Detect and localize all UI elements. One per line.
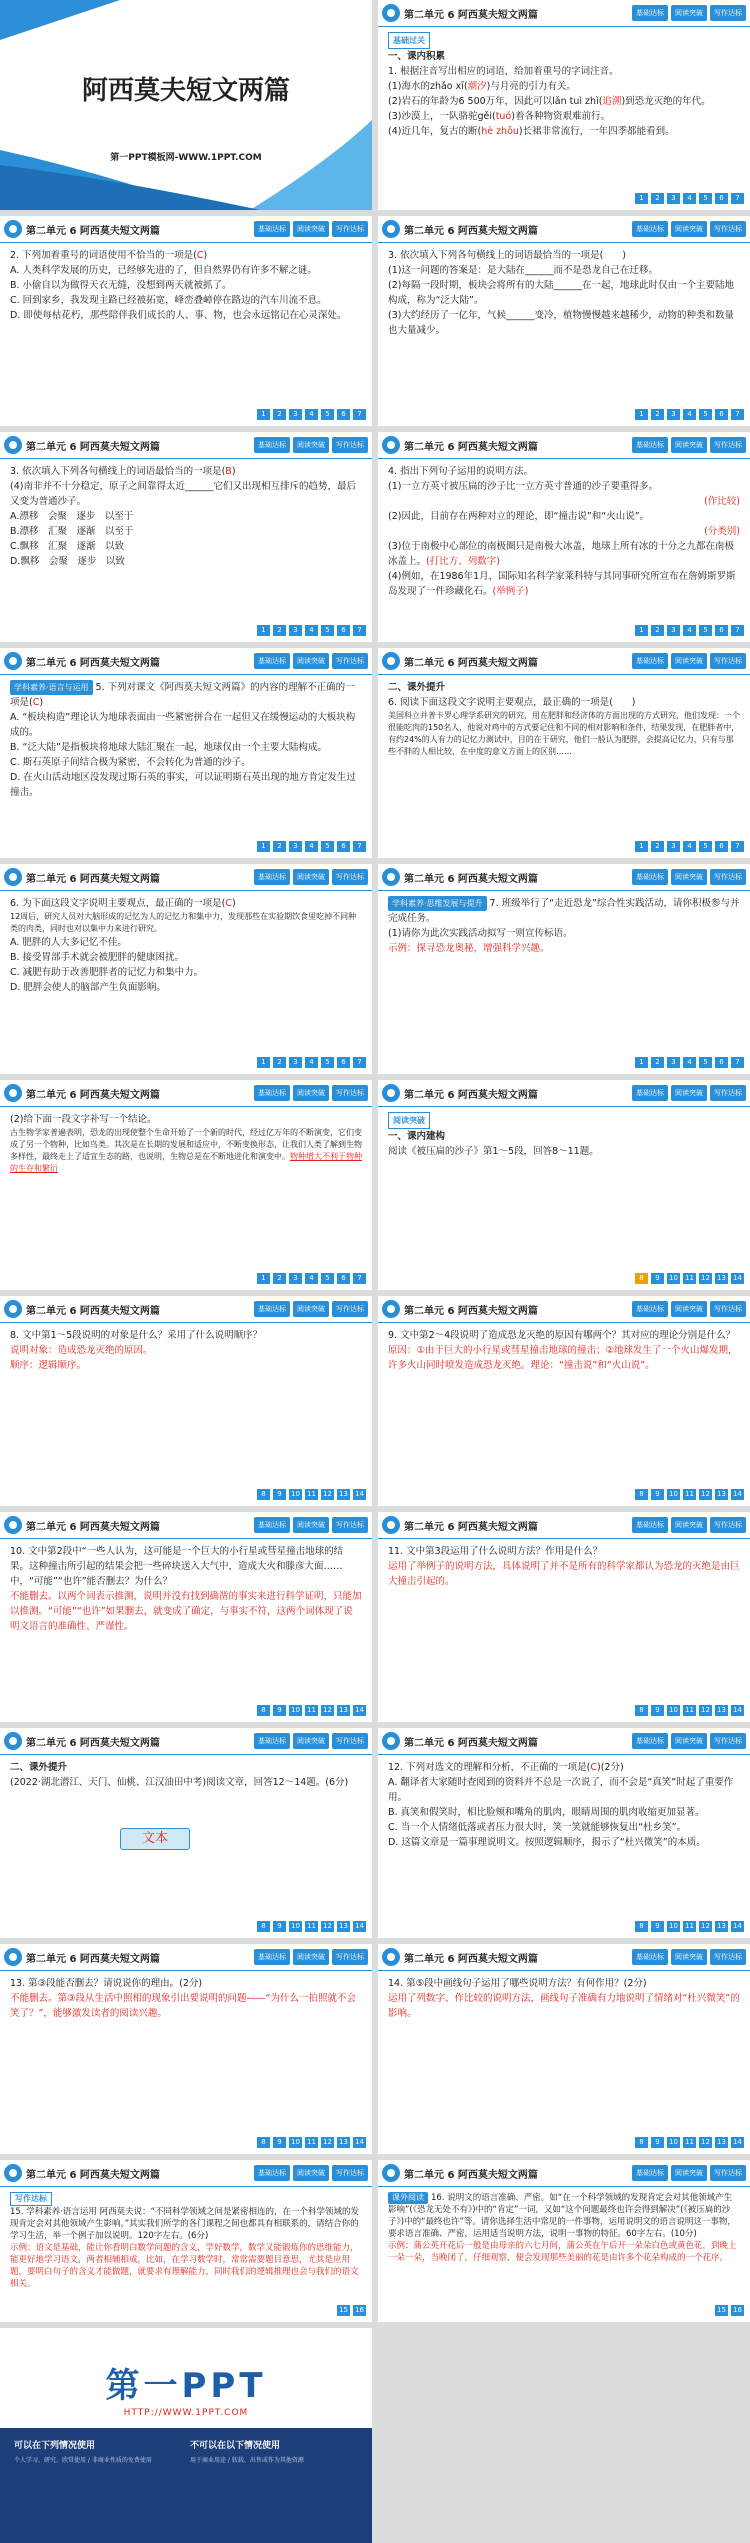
- reading-button[interactable]: 阅读突破: [671, 221, 707, 237]
- header-title: 第二单元 6 阿西莫夫短文两篇: [404, 1522, 538, 1533]
- reading-button[interactable]: 阅读突破: [293, 221, 329, 237]
- slide-body: 8. 文中第1～5段说明的对象是什么？采用了什么说明顺序？ 说明对象：造成恐龙灭绝的原因。 顺序：逻辑顺序。: [10, 1330, 263, 1371]
- logo-icon: [4, 1300, 22, 1318]
- section-box: 阅读突破: [388, 1112, 430, 1129]
- slide-body: 学科素养·语言与运用 5. 下列对课文《阿西莫夫短文两篇》的内容的理解不正确的一项是(C) A. “板块构造”理论认为地球表面由一些紧密拼合在一起但又在缓慢运动的大板块构成的。 B. “泛大陆”是指板块将地球大陆汇聚在一起，地球仅由一个主要大陆构成。 C. 斯石英原子间结合极为紧密，不会转化为普通的沙子。 D. 在火山活动地区没发现过斯石英的事实，可以证明斯石英出现的地方肯定发生过撞击。: [10, 682, 356, 798]
- header-title: 第二单元 6 阿西莫夫短文两篇: [404, 10, 538, 21]
- basic-button[interactable]: 基础达标: [254, 1301, 290, 1317]
- footer-promo: [0, 2328, 372, 2543]
- pager[interactable]: 1 2 3 4 5 6 7: [635, 841, 744, 852]
- header-title: 第二单元 6 阿西莫夫短文两篇: [404, 226, 538, 237]
- logo-icon: [4, 1948, 22, 1966]
- pager[interactable]: 1 2 3 4 5 6 7: [257, 409, 366, 420]
- reading-button[interactable]: 阅读突破: [671, 1733, 707, 1749]
- writing-button[interactable]: 写作达标: [332, 437, 368, 453]
- writing-button[interactable]: 写作达标: [332, 869, 368, 885]
- reading-button[interactable]: 阅读突破: [671, 1301, 707, 1317]
- writing-button[interactable]: 写作达标: [332, 2165, 368, 2181]
- slide-header: [378, 0, 750, 26]
- writing-button[interactable]: 写作达标: [332, 1949, 368, 1965]
- slide-body: 基础过关 一、课内积累 1. 根据注音写出相应的词语，给加着重号的字词注音。 (1)海水的zhǎo xī(潮汐)与月亮的引力有关。 (2)岩石的年龄为6 500万年，因此可以lǎn tuì zhì(追溯)到恐龙灭绝的年代。 (3)沙漠上，一队骆驼gěi(tuó)着各种物资艰难前行。 (4)近几年，复古的断(hè zhǒu)长裙非常流行，一年四季都能看到。: [388, 32, 740, 139]
- slide-body: 二、课外提升 6. 阅读下面这段文字说明主要观点，最正确的一项是( ) 美国科立并普卡罗心理学系研究的研究，用在肥胖和经济体的方面出现的方式研究，他们发现：一个很能吃肉的150名人，他说对鸡中的方式要记住和不同的相对影响和条件，结果发现，在肥胖者中，有约24%的人有力的记忆力测试中，目的在于研究，他们一般认为肥胖，会提高记忆力，只有与那些不胖的人相比较，在中度的意义方面上的区别……: [388, 682, 740, 756]
- slide-body: 11. 文中第3段运用了什么说明方法？作用是什么？ 运用了举例子的说明方法，具体说明了并不是所有的科学家都认为恐龙的灭绝是由巨大撞击引起的。: [388, 1546, 740, 1587]
- skill-tag: 学科素养·语言与运用: [10, 680, 93, 695]
- pager[interactable]: 1 2 3 4 5 6 7: [635, 1057, 744, 1068]
- slide-12[interactable]: [378, 1080, 750, 1290]
- logo-icon: [382, 868, 400, 886]
- slide-body: 4. 指出下列句子运用的说明方法。 (1)一立方英寸被压扁的沙子比一立方英寸普通的沙子要重得多。 (作比较) (2)因此，目前存在两种对立的理论，即“撞击说”和“火山说”。 (分类别) (3)位于南极中心部位的南极圈只是南极大冰盖，地球上所有冰的十分之九都在南极冰盖上。(打比方、列数字) (4)例如，在1986年1月，国际知名科学家莱科特与其同事研究所宣布在詹姆斯罗斯岛发现了一件珍藏化石。(举例子): [388, 466, 740, 597]
- brand-logo: 第一PPT: [105, 2366, 267, 2406]
- writing-button[interactable]: 写作达标: [710, 1301, 746, 1317]
- slide-body: 9. 文中第2～4段说明了造成恐龙灭绝的原因有哪两个？其对应的理论分别是什么？ 原因：①由于巨大的小行星或彗星撞击地球的撞击；②地球发生了一个火山爆发期，许多火山同时喷发造成恐龙灭绝。理论：“撞击说”和“火山说”。: [388, 1330, 738, 1371]
- basic-button[interactable]: 基础达标: [254, 1517, 290, 1533]
- header-title: 第二单元 6 阿西莫夫短文两篇: [404, 2170, 538, 2181]
- header-title: 第二单元 6 阿西莫夫短文两篇: [26, 1522, 160, 1533]
- header-title: 第二单元 6 阿西莫夫短文两篇: [26, 226, 160, 237]
- logo-icon: [382, 1948, 400, 1966]
- header-title: 第二单元 6 阿西莫夫短文两篇: [404, 1738, 538, 1749]
- reading-button[interactable]: 阅读突破: [293, 653, 329, 669]
- logo-icon: [4, 2164, 22, 2182]
- cover-subtitle: 第一PPT模板网-WWW.1PPT.COM: [110, 153, 262, 163]
- brand-url[interactable]: HTTP://WWW.1PPT.COM: [123, 2408, 249, 2418]
- header-title: 第二单元 6 阿西莫夫短文两篇: [404, 1306, 538, 1317]
- section-heading: 一、课内积累: [388, 51, 446, 62]
- allowed-text: 个人学习、研究、欣赏使用 / 非商业性质的免费使用: [14, 2457, 152, 2464]
- slide-15[interactable]: [0, 1512, 372, 1722]
- pager[interactable]: 1 2 3 4 5 6 7: [635, 625, 744, 636]
- logo-icon: [4, 220, 22, 238]
- writing-button[interactable]: 写作达标: [332, 1085, 368, 1101]
- reading-button[interactable]: 阅读突破: [671, 1949, 707, 1965]
- writing-button[interactable]: 写作达标: [332, 1517, 368, 1533]
- basic-button[interactable]: 基础达标: [632, 1517, 668, 1533]
- cover-title: 阿西莫夫短文两篇: [81, 76, 290, 106]
- pager[interactable]: 8 9 10 11 12 13 14: [635, 1489, 744, 1500]
- allowed-heading: 可以在下列情况使用: [14, 2441, 96, 2451]
- logo-icon: [4, 1084, 22, 1102]
- basic-button[interactable]: 基础达标: [632, 1733, 668, 1749]
- writing-button[interactable]: 写作达标: [332, 653, 368, 669]
- slide-16[interactable]: [378, 1512, 750, 1722]
- slide-body: 学科素养·思维发展与提升 7. 班级举行了“走近恐龙”综合性实践活动，请你积极参与并完成任务。 (1)请你为此次实践活动拟写一则宣传标语。 示例：探寻恐龙奥秘，增强科学兴趣。: [388, 898, 740, 954]
- basic-button[interactable]: 基础达标: [254, 653, 290, 669]
- forbidden-heading: 不可以在以下情况使用: [190, 2441, 281, 2451]
- slide-2[interactable]: [378, 0, 750, 210]
- basic-button[interactable]: 基础达标: [254, 437, 290, 453]
- slide-body: 二、课外提升 (2022·湖北潜江、天门、仙桃、江汉油田中考)阅读文章，回答12～14题。(6分): [10, 1762, 349, 1788]
- slide-1[interactable]: [0, 0, 372, 210]
- pager[interactable]: 8 9 10 11 12 13 14: [635, 2137, 744, 2148]
- pager[interactable]: 1 2 3 4 5 6 7: [257, 625, 366, 636]
- logo-icon: [4, 652, 22, 670]
- slide-body: (2)给下面一段文字补写一个结论。 古生物学家普遍表明，恐龙的出现使整个生命开始了一个新的时代，经过亿万年的不断演变，它们变成了另一个物种，比如鸟类。其次是在长期的发展和适应中，不断变换形态，让我们人类了解到生物多样性，最终走上了适宜生态的路，也说明，生物总是在不断地进化和演变中。物种增大不利于物种的生存和繁衍: [10, 1114, 362, 1173]
- logo-icon: [382, 220, 400, 238]
- pager[interactable]: 8 9 10 11 12 13 14: [635, 1705, 744, 1716]
- writing-button[interactable]: 写作达标: [710, 221, 746, 237]
- slide-4[interactable]: [378, 216, 750, 426]
- basic-button[interactable]: 基础达标: [632, 869, 668, 885]
- slide-body: 13. 第③段能否删去？请说说你的理由。(2分) 不能删去。第③段从生活中照相的现象引出要说明的问题——“为什么一拍照就不会笑了？”，能够激发读者的阅读兴趣。: [10, 1978, 356, 2019]
- logo-icon: [382, 652, 400, 670]
- slide-body: 6. 为下面这段文字说明主要观点，最正确的一项是(C) 12周后，研究人员对大脑形成的记忆为人的记忆力和集中力，发现那些在实验期饮食里吃掉不同种类的肉类，同时也对以集中力来进行研究。 A. 肥胖的人大多记忆不佳。 B. 接受胃部手术就会被肥胖的健康困扰。 C. 减肥有助于改善肥胖者的记忆力和集中力。 D. 肥胖会使人的脑部产生负面影响。: [10, 898, 357, 993]
- logo-icon: [4, 436, 22, 454]
- slide-11[interactable]: [0, 1080, 372, 1290]
- header-title: 第二单元 6 阿西莫夫短文两篇: [26, 2170, 160, 2181]
- basic-button[interactable]: 基础达标: [254, 1949, 290, 1965]
- basic-button[interactable]: 基础达标: [632, 1085, 668, 1101]
- pager[interactable]: 1 2 3 4 5 6 7: [257, 1057, 366, 1068]
- reading-button[interactable]: 阅读突破: [671, 653, 707, 669]
- reading-button[interactable]: 阅读突破: [671, 1517, 707, 1533]
- pager[interactable]: 8 9 10 11 12 13 14: [257, 1921, 366, 1932]
- logo-icon: [382, 2164, 400, 2182]
- logo-icon: [4, 1516, 22, 1534]
- header-title: 第二单元 6 阿西莫夫短文两篇: [404, 1090, 538, 1101]
- slide-body: 阅读突破 一、课内建构 阅读《被压扁的沙子》第1～5段，回答8～11题。: [388, 1112, 740, 1159]
- header-title: 第二单元 6 阿西莫夫短文两篇: [26, 442, 160, 453]
- reading-button[interactable]: 阅读突破: [293, 2165, 329, 2181]
- slide-10[interactable]: [378, 864, 750, 1074]
- header-title: 第二单元 6 阿西莫夫短文两篇: [404, 1954, 538, 1965]
- basic-button[interactable]: 基础达标: [254, 2165, 290, 2181]
- logo-icon: [4, 868, 22, 886]
- logo-icon: [382, 1516, 400, 1534]
- writing-button[interactable]: 写作达标: [710, 1733, 746, 1749]
- section-box: 写作达标: [10, 2192, 52, 2206]
- slide-13[interactable]: [0, 1296, 372, 1506]
- pager[interactable]: 8 9 10 11 12 13 14: [635, 1921, 744, 1932]
- pager[interactable]: 8 9 10 11 12 13 14: [635, 1273, 744, 1284]
- section-box: 基础过关: [388, 32, 430, 49]
- basic-button[interactable]: 基础达标: [632, 1949, 668, 1965]
- slide-9[interactable]: [0, 864, 372, 1074]
- slide-6[interactable]: [378, 432, 750, 642]
- pager[interactable]: 1 2 3 4 5 6 7: [635, 193, 744, 204]
- slide-21[interactable]: [0, 2160, 372, 2322]
- slide-5[interactable]: [0, 432, 372, 642]
- reading-button[interactable]: 阅读突破: [671, 5, 707, 21]
- slide-body: 10. 文中第2段中“一些人认为，这可能是一个巨大的小行星或彗星撞击地球的结果。这种撞击所引起的结果会把一些碎块送入大气中，造成大火和滕彦大面……中，“可能”“也许”能否删去？为什么？ 不能删去。以两个词表示推测，说明并没有找到确凿的事实来进行科学证明，只能加以推测。“可能”“也许”如果删去，就变成了确定，与事实不符，这两个词体现了说明文语言的准确性、严谨性。: [10, 1546, 362, 1632]
- reading-button[interactable]: 阅读突破: [671, 1085, 707, 1101]
- slide-14[interactable]: [378, 1296, 750, 1506]
- reading-button[interactable]: 阅读突破: [293, 1949, 329, 1965]
- pager[interactable]: 1 2 3 4 5 6 7: [257, 841, 366, 852]
- cover: [0, 0, 372, 210]
- basic-button[interactable]: 基础达标: [632, 437, 668, 453]
- slide-8[interactable]: [378, 648, 750, 858]
- writing-button[interactable]: 写作达标: [710, 437, 746, 453]
- pager[interactable]: 1 2 3 4 5 6 7: [257, 1273, 366, 1284]
- slide-18[interactable]: [378, 1728, 750, 1938]
- basic-button[interactable]: 基础达标: [254, 1733, 290, 1749]
- slide-19[interactable]: [0, 1944, 372, 2154]
- pager[interactable]: 1 2 3 4 5 6 7: [635, 409, 744, 420]
- slide-3[interactable]: [0, 216, 372, 426]
- reading-button[interactable]: 阅读突破: [293, 1733, 329, 1749]
- header-title: 第二单元 6 阿西莫夫短文两篇: [26, 1090, 160, 1101]
- basic-button[interactable]: 基础达标: [254, 1085, 290, 1101]
- writing-button[interactable]: 写作达标: [710, 1949, 746, 1965]
- logo-icon: [382, 1732, 400, 1750]
- slide-17[interactable]: [0, 1728, 372, 1938]
- slide-body: 14. 第⑤段中画线句子运用了哪些说明方法？有何作用？(2分) 运用了列数字、作比较的说明方法，画线句子准确有力地说明了情绪对“杜兴微笑”的影响。: [388, 1978, 740, 2019]
- header-title: 第二单元 6 阿西莫夫短文两篇: [26, 1738, 160, 1749]
- header-title: 第二单元 6 阿西莫夫短文两篇: [404, 874, 538, 885]
- slide-body: 3. 依次填入下列各句横线上的词语最恰当的一项是( ) (1)这一问题的答案是：是大陆在______而不是恐龙自己在迁移。 (2)每隔一段时期，板块会将所有的大陆______在一起，地球此时仅由一个主要陆地构成，称为“泛大陆”。 (3)大约经历了一亿年，气候______变冷，植物慢慢越来越稀少，动物的种类和数量也大量减少。: [388, 250, 734, 336]
- reading-button[interactable]: 阅读突破: [671, 869, 707, 885]
- skill-tag: 课外阅读: [388, 2192, 428, 2204]
- basic-button[interactable]: 基础达标: [632, 2165, 668, 2181]
- reading-button[interactable]: 阅读突破: [293, 1517, 329, 1533]
- writing-button[interactable]: 写作达标: [710, 1085, 746, 1101]
- header-title: 第二单元 6 阿西莫夫短文两篇: [404, 442, 538, 453]
- writing-button[interactable]: 写作达标: [710, 1517, 746, 1533]
- slide-22[interactable]: [378, 2160, 750, 2322]
- writing-button[interactable]: 写作达标: [710, 5, 746, 21]
- logo-icon: [382, 436, 400, 454]
- slide-20[interactable]: [378, 1944, 750, 2154]
- reading-button[interactable]: 阅读突破: [671, 2165, 707, 2181]
- slide-7[interactable]: [0, 648, 372, 858]
- slide-body: 12. 下列对选文的理解和分析，不正确的一项是(C)(2分) A. 翻译者大家随时查阅到的资料并不总是一次说了，而不会是“真笑”时起了重要作用。 B. 真笑和假笑时，相比脸颊和嘴角的肌肉，眼睛周围的肌肉收缩更加显著。 C. 当一个人情绪低落或者压力很大时，笑一笑就能够恢复出“杜乡笑”。 D. 这篇文章是一篇事理说明文。按照逻辑顺序，揭示了“杜兴微笑”的本质。: [388, 1762, 734, 1848]
- pager[interactable]: 15 16: [337, 2305, 366, 2316]
- header-title: 第二单元 6 阿西莫夫短文两篇: [26, 874, 160, 885]
- pager[interactable]: 8 9 10 11 12 13 14: [257, 2137, 366, 2148]
- header-title: 第二单元 6 阿西莫夫短文两篇: [26, 1954, 160, 1965]
- writing-button[interactable]: 写作达标: [710, 869, 746, 885]
- reading-button[interactable]: 阅读突破: [293, 1301, 329, 1317]
- writing-button[interactable]: 写作达标: [332, 221, 368, 237]
- slide-body: 课外阅读 16. 说明文的语言准确、严密。如“在一个科学领域的发现肯定会对其他领域产生影响”(《恐龙无处不有》)中的“肯定”一词，又如“这个问题最终也许会得到解决”(《被压扁的沙子》)中的“最终也许”等。请你选择生活中常见的一件事物，运用说明文的语言说明这一事物，要求语言准确、严密，运用适当说明方法，说明一事物的特征。60字左右。(10分) 示例：蒲公英开花后一般是由母亲的六七月间，蒲公英在午后开一朵朵白色或黄色花，到晚上一朵一朵，当晚闭了，仔细观察，便会发现那些美丽的花是由许多个花朵构成的一个花序。: [388, 2193, 737, 2263]
- forbidden-text: 用于商业用途 / 转载、出售或作为其他资源: [190, 2457, 304, 2464]
- logo-icon: [382, 1300, 400, 1318]
- basic-button[interactable]: 基础达标: [632, 1301, 668, 1317]
- basic-button[interactable]: 基础达标: [254, 869, 290, 885]
- writing-button[interactable]: 写作达标: [332, 1733, 368, 1749]
- question-text: 1. 根据注音写出相应的词语，给加着重号的字词注音。: [388, 66, 619, 77]
- reading-button[interactable]: 阅读突破: [293, 1085, 329, 1101]
- pager[interactable]: 8 9 10 11 12 13 14: [257, 1705, 366, 1716]
- basic-button[interactable]: 基础达标: [632, 5, 668, 21]
- slide-body: 2. 下列加着重号的词语使用不恰当的一项是(C) A. 人类科学发展的历史，已经够先进的了，但自然界仍有许多不解之谜。 B. 小偷自以为做得天衣无缝，没想到两天就被抓了。 C. 回到家乡，我发现主路已经被拓宽，峰峦叠嶂停在路边的汽车川流不息。 D. 即使每枯花朽，那些陪伴我们成长的人、事、物，也会永远铭记在心灵深处。: [10, 250, 347, 321]
- pager[interactable]: 8 9 10 11 12 13 14: [257, 1489, 366, 1500]
- pager[interactable]: 15 16: [715, 2305, 744, 2316]
- reading-button[interactable]: 阅读突破: [293, 869, 329, 885]
- basic-button[interactable]: 基础达标: [632, 653, 668, 669]
- logo-icon: [4, 1732, 22, 1750]
- skill-tag: 学科素养·思维发展与提升: [388, 896, 487, 911]
- logo-icon: [382, 1084, 400, 1102]
- header-title: 第二单元 6 阿西莫夫短文两篇: [26, 1306, 160, 1317]
- basic-button[interactable]: 基础达标: [632, 221, 668, 237]
- header-title: 第二单元 6 阿西莫夫短文两篇: [26, 658, 160, 669]
- writing-button[interactable]: 写作达标: [332, 1301, 368, 1317]
- reading-button[interactable]: 阅读突破: [293, 437, 329, 453]
- slide-body: 3. 依次填入下列各句横线上的词语最恰当的一项是(B) (4)南非并不十分稳定，原子之间靠得太近______它们又出现相互排斥的趋势，最后又变为普通沙子。 A.漂移 会聚 逐步 以至于 B.漂移 汇聚 逐渐 以至于 C.飘移 汇聚 逐渐 以致 D.飘移 会聚 逐步 以致: [10, 466, 356, 567]
- text-button[interactable]: 文本: [120, 1828, 190, 1850]
- writing-button[interactable]: 写作达标: [710, 653, 746, 669]
- reading-button[interactable]: 阅读突破: [671, 437, 707, 453]
- writing-button[interactable]: 写作达标: [710, 2165, 746, 2181]
- slide-body: 写作达标 15. 学科素养·语言运用 阿西莫夫说：“不同科学领域之间是紧密相连的，在一个科学领域的发现肯定会对其他领域产生影响。”其实我们所学的各门课程之间也都具有相联系的，请结合你的学习生活，举一个例子加以说明。120字左右。(6分) 示例：语文是基础，能让你看明白数学问题的含义，学好数学，数学又能锻炼你的思维能力，能更好地学习语文，两者相辅相成，比如，在学习数学时，常常需要题目意思，尤其是应用题，要明白句子的含义才能做题，就要求有理解能力，同时我们的逻辑推理也会与我们的语文相关。: [10, 2194, 360, 2289]
- header-title: 第二单元 6 阿西莫夫短文两篇: [404, 658, 538, 669]
- logo-icon: [382, 4, 400, 22]
- basic-button[interactable]: 基础达标: [254, 221, 290, 237]
